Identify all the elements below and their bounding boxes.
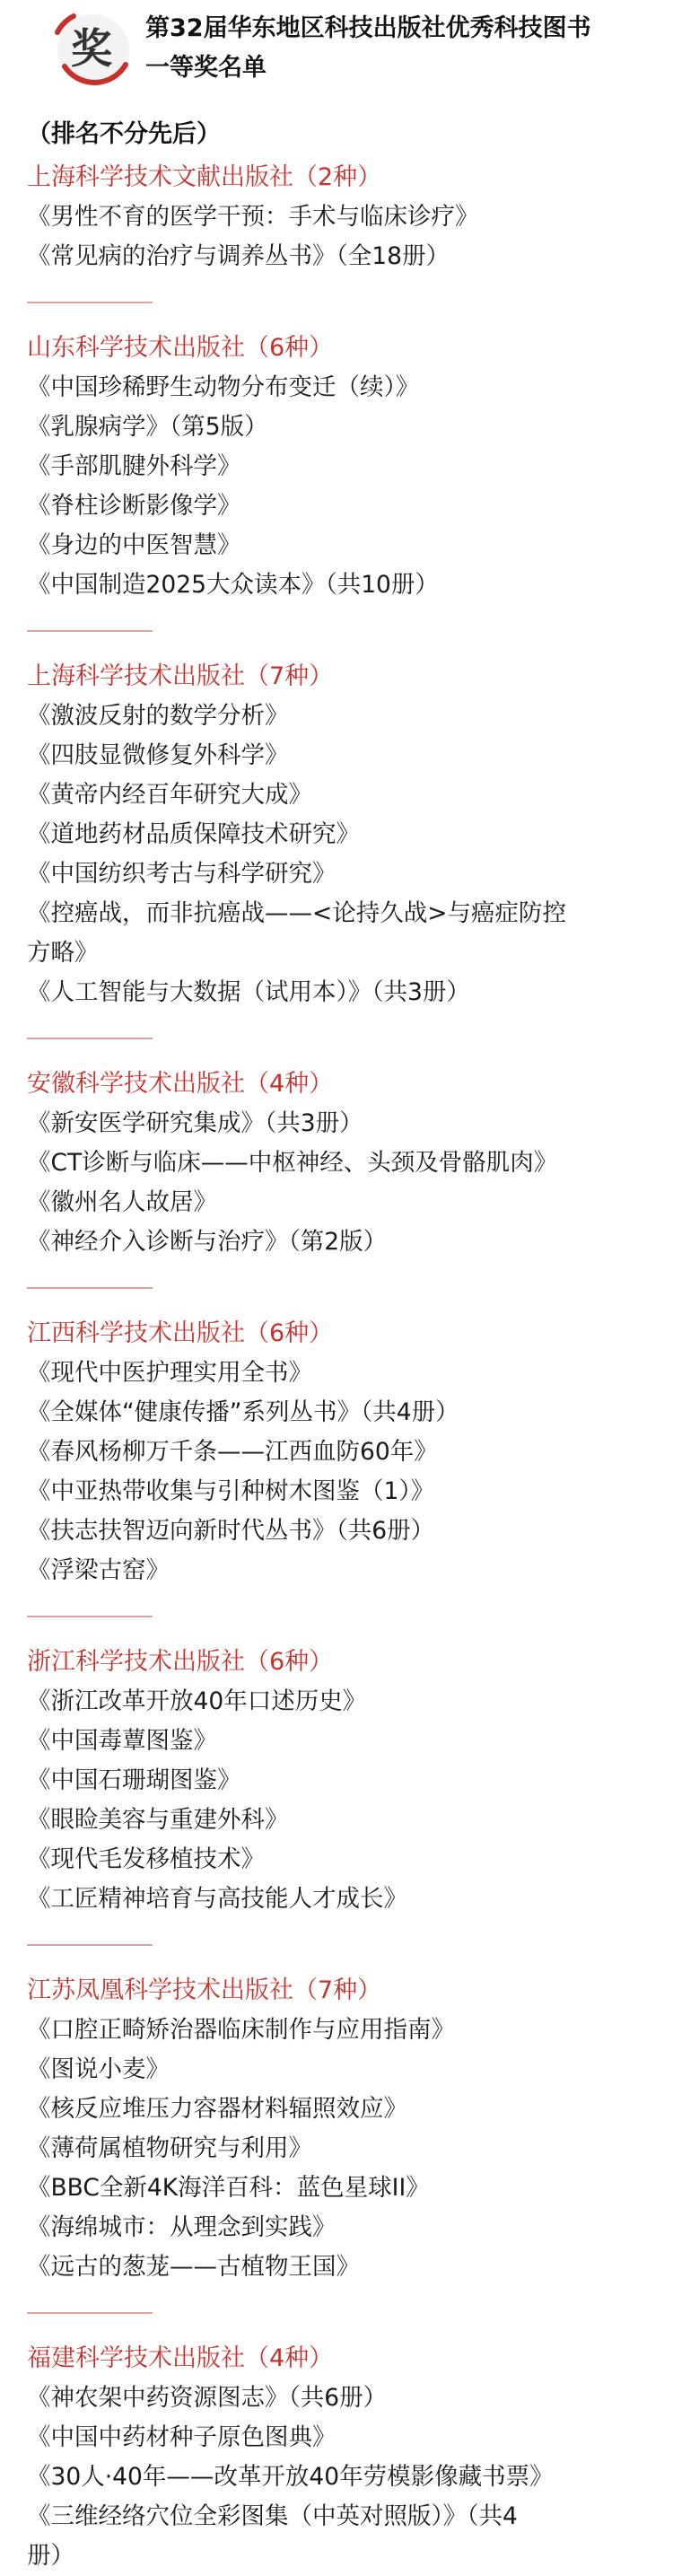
book-title: 《图说小麦》 xyxy=(27,2055,170,2083)
book-title: 册） xyxy=(27,2542,74,2570)
book-title: 方略》 xyxy=(27,939,99,967)
publisher-name: 山东科学技术出版社（6种） xyxy=(27,334,334,362)
book-title: 《男性不育的医学干预：手术与临床诊疗》 xyxy=(27,203,479,231)
publisher-section xyxy=(27,329,646,605)
page-title xyxy=(145,9,646,88)
book-title: 《激波反射的数学分析》 xyxy=(27,702,289,730)
section-divider xyxy=(27,1038,153,1039)
book-title: 《身边的中医智慧》 xyxy=(27,531,241,559)
book-title: 《脊柱诊断影像学》 xyxy=(27,492,241,520)
book-title: 《中国制造2025大众读本》（共10册） xyxy=(27,571,439,599)
book-title: 《BBC全新4K海洋百科：蓝色星球II》 xyxy=(27,2174,430,2202)
section-divider xyxy=(27,1287,153,1289)
publisher-name: 浙江科学技术出版社（6种） xyxy=(27,1648,334,1676)
book-title: 《海绵城市：从理念到实践》 xyxy=(27,2213,336,2241)
header xyxy=(27,0,646,108)
publisher-name: 福建科学技术出版社（4种） xyxy=(27,2344,334,2372)
badge-character: 奖 xyxy=(71,24,112,73)
publisher-section xyxy=(27,1314,646,1590)
section-divider xyxy=(27,630,153,632)
book-title: 《道地药材品质保障技术研究》 xyxy=(27,820,360,848)
book-title: 《春风杨柳万千条——江西血防60年》 xyxy=(27,1438,438,1466)
book-title: 《乳腺病学》（第5版） xyxy=(27,413,268,441)
publisher-sections xyxy=(27,158,646,2576)
book-title: 《控癌战，而非抗癌战——<论持久战>与癌症防控 xyxy=(27,899,566,927)
book-title: 《工匠精神培育与高技能人才成长》 xyxy=(27,1885,407,1913)
book-title: 《中国毒蕈图鉴》 xyxy=(27,1727,217,1755)
publisher-name: 安徽科学技术出版社（4种） xyxy=(27,1070,334,1098)
section-divider xyxy=(27,1944,153,1946)
book-title: 《中国中药材种子原色图典》 xyxy=(27,2423,336,2451)
book-title: 《全媒体“健康传播”系列丛书》（共4册） xyxy=(27,1398,459,1426)
book-title: 《中亚热带收集与引种树木图鉴（1）》 xyxy=(27,1477,435,1505)
book-title: 《中国珍稀野生动物分布变迁（续）》 xyxy=(27,373,420,401)
publisher-section xyxy=(27,1971,646,2287)
publisher-name: 江苏凤凰科学技术出版社（7种） xyxy=(27,1976,382,2004)
book-title: 《四肢显微修复外科学》 xyxy=(27,741,289,769)
section-divider xyxy=(27,2312,153,2314)
publisher-section xyxy=(27,2339,646,2576)
title-line-2: 一等奖名单 xyxy=(145,54,267,82)
book-title: 《现代中医护理实用全书》 xyxy=(27,1359,312,1387)
book-title: 《手部肌腱外科学》 xyxy=(27,452,241,480)
ranking-note: （排名不分先后） xyxy=(27,120,221,148)
book-title: 《神农架中药资源图志》（共6册） xyxy=(27,2384,388,2412)
book-title: 《CT诊断与临床——中枢神经、头颈及骨骼肌肉》 xyxy=(27,1149,558,1177)
publisher-section xyxy=(27,1643,646,1919)
book-title: 《30人·40年——改革开放40年劳模影像藏书票》 xyxy=(27,2463,554,2491)
section-divider xyxy=(27,302,153,303)
book-title: 《浙江改革开放40年口述历史》 xyxy=(27,1687,367,1715)
book-title: 《口腔正畸矫治器临床制作与应用指南》 xyxy=(27,2016,455,2044)
publisher-section xyxy=(27,158,646,276)
book-title: 《现代毛发移植技术》 xyxy=(27,1845,265,1873)
publisher-section xyxy=(27,657,646,1012)
section-divider xyxy=(27,1616,153,1617)
book-title: 《三维经络穴位全彩图集（中英对照版）》（共4 xyxy=(27,2502,518,2530)
book-title: 《新安医学研究集成》（共3册） xyxy=(27,1109,363,1137)
book-title: 《中国石珊瑚图鉴》 xyxy=(27,1766,241,1794)
publisher-name: 江西科学技术出版社（6种） xyxy=(27,1319,334,1347)
book-title: 《徽州名人故居》 xyxy=(27,1188,217,1216)
book-title: 《核反应堆压力容器材料辐照效应》 xyxy=(27,2095,407,2123)
award-badge-svg xyxy=(47,4,133,90)
award-badge-icon xyxy=(47,4,133,90)
book-title: 《黄帝内经百年研究大成》 xyxy=(27,781,312,809)
publisher-section xyxy=(27,1065,646,1262)
book-title: 《扶志扶智迈向新时代丛书》（共6册） xyxy=(27,1517,435,1545)
publisher-name: 上海科学技术文献出版社（2种） xyxy=(27,163,382,191)
book-title: 《远古的葱茏——古植物王国》 xyxy=(27,2253,360,2281)
book-title: 《神经介入诊断与治疗》（第2版） xyxy=(27,1228,388,1256)
book-title: 《眼睑美容与重建外科》 xyxy=(27,1806,289,1834)
title-line-1: 第32届华东地区科技出版社优秀科技图书 xyxy=(145,14,591,42)
book-title: 《中国纺织考古与科学研究》 xyxy=(27,860,336,888)
publisher-name: 上海科学技术出版社（7种） xyxy=(27,662,334,690)
book-title: 《人工智能与大数据（试用本）》（共3册） xyxy=(27,978,470,1006)
book-title: 《薄荷属植物研究与利用》 xyxy=(27,2134,312,2162)
book-title: 《常见病的治疗与调养丛书》（全18册） xyxy=(27,242,450,270)
book-title: 《浮梁古窑》 xyxy=(27,1556,170,1584)
